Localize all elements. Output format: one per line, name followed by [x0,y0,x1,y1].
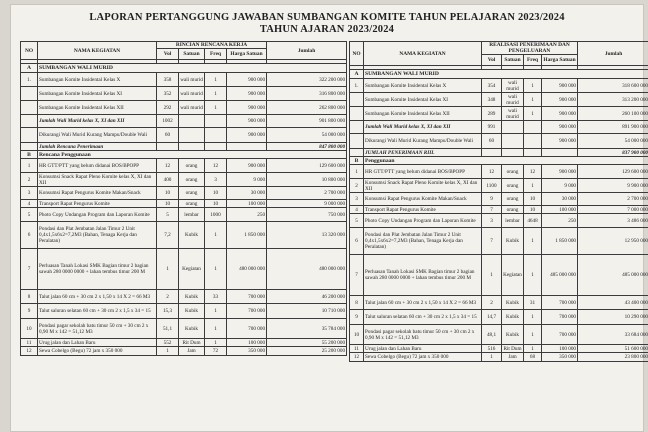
row-freq [205,128,227,143]
row-nama-kegiatan: Photo Copy Undangan Program dan Laporan Komite [364,214,482,228]
row-nama-kegiatan: Pondasi dan Plat Jembatan Jalan Timur 2 Unit 0,4x1,5x6x2=7,2M3 (Bahan, Tenaga Kerja dan Peralatan) [38,222,157,249]
row-harga-satuan [542,149,578,157]
section-b-label: Rencana Penggunaan [38,151,347,159]
row-satuan [502,134,524,149]
row-satuan [179,115,205,128]
row-nama-kegiatan: Sumbangan Komite Insidental Kelas XII [38,101,157,115]
row-harga-satuan: 100 000 [542,345,578,353]
row-no: 12 [350,353,364,362]
row-jumlah: 12 950 000 [578,228,648,255]
row-harga-satuan: 485 000 000 [542,255,578,296]
realization-table [349,41,648,362]
header-nama-kegiatan: NAMA KEGIATAN [38,42,157,60]
row-freq: 1 [524,107,542,121]
row-nama-kegiatan: Sumbangan Komite Insidental Kelas XI [364,93,482,107]
header-nama-kegiatan: NAMA KEGIATAN [364,42,482,66]
row-satuan: orang [502,165,524,179]
row-satuan: orang [179,159,205,173]
row-freq: 10 [524,193,542,206]
row-nama-kegiatan: Sumbangan Komite Insidental Kelas X [364,79,482,93]
row-freq: 1 [205,304,227,319]
row-no: 5 [350,214,364,228]
row-freq: 1 [524,325,542,345]
header-group: REALISASI PENERIMAAN DAN PENGELUARAN [482,42,578,55]
row-satuan: wali murid [179,73,205,87]
header-harga: Harga Satuan [227,49,267,60]
section-b-no: B [350,157,364,165]
header-vol: Vol [482,55,502,66]
row-jumlah: 13 320 000 [267,222,347,249]
row-freq: 1 [524,310,542,325]
row-nama-kegiatan: Pondasi pagar sekolah batu timur 50 cm + 30 cm 2 x 0,90 M x 142 = 51,12 M3 [364,325,482,345]
row-satuan: Rit Dum [179,339,205,347]
row-freq: 72 [205,347,227,356]
row-no: 10 [21,319,38,339]
row-freq: 1000 [205,208,227,222]
row-harga-satuan: 900 000 [542,93,578,107]
row-vol: 1 [482,353,502,362]
row-no: 1 [21,159,38,173]
row-vol: 48,1 [482,325,502,345]
row-jumlah: 322 200 000 [267,73,347,87]
row-satuan: Kubik [502,325,524,345]
row-jumlah: 35 784 000 [267,319,347,339]
row-freq: 1 [524,255,542,296]
row-jumlah: 847 800 000 [267,143,347,151]
report-subtitle: TAHUN AJARAN 2023/2024 [259,24,395,35]
row-no [21,101,38,115]
header-harga: Harga Satuan [542,55,578,66]
row-freq: 68 [524,353,542,362]
row-nama-kegiatan: Konsumsi Rapat Pengurus Komite Makan/Snack [364,193,482,206]
row-vol: 1 [482,255,502,296]
section-b-label: Penggunaan [364,157,648,165]
row-jumlah: 837 900 000 [578,149,648,157]
row-satuan: orang [179,173,205,187]
row-no: 4 [350,206,364,214]
row-satuan: lembar [179,208,205,222]
row-satuan: Kegiatan [502,255,524,296]
plan-table [20,41,347,356]
row-vol: 10 [157,187,179,200]
row-no: 7 [21,249,38,290]
row-vol: 60 [482,134,502,149]
row-harga-satuan: 900 000 [542,134,578,149]
header-jumlah: Jumlah [578,42,648,66]
report-sheet [10,4,648,432]
row-nama-kegiatan: Urug jalan dan Lahan Baru [364,345,482,353]
row-harga-satuan: 700 000 [227,319,267,339]
row-harga-satuan: 900 000 [227,101,267,115]
row-satuan: lembar [502,214,524,228]
row-nama-kegiatan: HR GTT/PTT yang belum didanai BOS/BPOPP [364,165,482,179]
section-b-no: B [21,151,38,159]
row-freq [524,121,542,134]
row-vol: 7 [482,206,502,214]
row-nama-kegiatan: Konsumsi Rapat Pengurus Komite Makan/Snack [38,187,157,200]
row-jumlah: 10 290 000 [578,310,648,325]
row-satuan: Rit Dum [503,345,522,352]
row-vol: 358 [157,73,179,87]
row-jumlah: 9 900 000 [578,179,648,193]
row-satuan: Kubik [502,296,524,310]
row-harga-satuan: 30 000 [542,193,578,206]
row-satuan: wali murid [502,107,524,121]
row-no [21,87,38,101]
row-jumlah: 313 200 000 [578,93,648,107]
row-vol: 51,1 [157,319,179,339]
row-freq: 10 [205,200,227,208]
row-jumlah: 260 100 000 [578,107,648,121]
row-jumlah: 33 684 000 [578,325,648,345]
row-freq [205,143,227,151]
row-no: 9 [21,304,38,319]
row-no: 8 [21,290,38,304]
row-nama-kegiatan: Sumbangan Komite Insidental Kelas X [38,73,157,87]
header-freq: Freq [524,55,542,66]
row-freq: 1 [205,101,227,115]
row-nama-kegiatan: Sumbangan Komite Insidental Kelas XI [38,87,157,101]
row-no: 8 [350,296,364,310]
row-harga-satuan: 900 000 [542,165,578,179]
row-jumlah: 485 000 000 [578,255,648,296]
row-jumlah: 480 000 000 [267,249,347,290]
row-nama-kegiatan: Konsumsi Snack Rapat Pleno Komite kelas X, XI dan XII [38,173,157,187]
row-jumlah: 51 600 000 [578,345,648,353]
row-freq: 1 [205,249,227,290]
row-satuan: orang [179,187,205,200]
row-nama-kegiatan: Perluasan Tanah Lokasi SMK Bagian timur 2 bagian sawah 280 0000 0000 + lahan tembus timur 200 M [38,249,157,290]
row-no: 6 [350,228,364,255]
row-vol: 289 [482,107,502,121]
row-nama-kegiatan: Urug jalan dan Lahan Baru [38,339,157,347]
row-nama-kegiatan: Dikurangi Wali Murid Kurang Mampu/Double Wali [38,128,157,143]
row-freq: 1 [205,319,227,339]
header-satuan: Satuan [502,55,524,66]
row-vol: 12 [482,165,502,179]
row-vol: 12 [157,159,179,173]
header-no: NO [21,42,38,60]
row-nama-kegiatan: JUMLAH PENERIMAAN RIIL [364,149,482,157]
row-freq: 3 [205,173,227,187]
row-jumlah: 3 486 000 [578,214,648,228]
row-satuan: Kubik [179,319,205,339]
row-vol: 14,7 [482,310,502,325]
row-vol: 9 [482,193,502,206]
row-freq: 12 [205,159,227,173]
row-nama-kegiatan: Perluasan Tanah Lokasi SMK Bagian timur 2 bagian sawah 280 0000 0000 + lahan tembus timur 200 M [364,255,482,296]
section-a-label: SUMBANGAN WALI MURID [364,70,648,79]
row-jumlah: 318 600 000 [578,79,648,93]
row-jumlah: 10 710 000 [267,304,347,319]
row-satuan: Kubik [179,290,205,304]
row-harga-satuan [227,143,267,151]
row-jumlah: 54 000 000 [578,134,648,149]
row-harga-satuan: 100 000 [542,206,578,214]
row-vol: 7 [482,228,502,255]
row-vol: 516 [482,345,502,353]
row-jumlah: 2 700 000 [267,187,347,200]
row-jumlah: 10 800 000 [267,173,347,187]
row-jumlah: 46 200 000 [267,290,347,304]
row-freq: 4648 [524,214,542,228]
row-nama-kegiatan: Dikurangi Wali Murid Kurang Mampu/Double Wali [364,134,482,149]
row-nama-kegiatan: Sewa Cobelgo (Begu) 72 jam x 350 000 [38,347,157,356]
row-no [21,128,38,143]
row-jumlah: 55 200 000 [267,339,347,347]
row-harga-satuan: 700 000 [542,310,578,325]
row-harga-satuan: 350 000 [542,353,578,362]
row-vol: 991 [482,121,502,134]
row-freq: 12 [524,165,542,179]
header-group: RINCIAN RENCANA KERJA [157,42,267,49]
row-nama-kegiatan: Sumbangan Komite Insidental Kelas XII [364,107,482,121]
row-no [350,93,364,107]
row-freq [524,134,542,149]
row-no: 12 [21,347,38,356]
row-vol: 552 [157,339,179,347]
row-satuan: wali murid [502,93,524,107]
row-vol: 1 [157,347,179,356]
row-freq: 1 [205,339,227,347]
row-vol: 348 [482,93,502,107]
section-a-no: A [21,64,38,73]
row-jumlah: 129 600 000 [267,159,347,173]
row-satuan: wali murid [179,87,205,101]
row-nama-kegiatan: Jumlah Wali Murid kelas X, XI dan XII [38,115,157,128]
row-harga-satuan: 700 000 [227,304,267,319]
row-jumlah: 316 800 000 [267,87,347,101]
row-satuan: Kubik [179,222,205,249]
row-freq: 1 [524,228,542,255]
row-no: 11 [350,345,364,353]
row-harga-satuan: 250 [227,208,267,222]
row-nama-kegiatan: Talut jalan 60 cm + 30 cm 2 x 1,50 x 14 X 2 = 66 M3 [38,290,157,304]
row-no [350,149,364,157]
row-jumlah: 129 600 000 [578,165,648,179]
row-harga-satuan: 700 000 [542,325,578,345]
row-harga-satuan: 900 000 [227,87,267,101]
row-no: 1 [350,165,364,179]
row-freq: 1 [524,179,542,193]
row-nama-kegiatan: Talut saluran selatan 60 cm + 30 cm 2 x 1,5 x 34 = 15 [38,304,157,319]
row-no: 5 [21,208,38,222]
row-no [21,143,38,151]
row-nama-kegiatan: HR GTT/PTT yang belum didanai BOS/BPOPP [38,159,157,173]
row-freq [524,149,542,157]
row-freq: 10 [205,187,227,200]
row-freq: 1 [524,93,542,107]
row-no: 9 [350,310,364,325]
row-no [350,121,364,134]
row-vol: 292 [157,101,179,115]
row-freq: 1 [205,87,227,101]
row-harga-satuan: 900 000 [227,115,267,128]
section-a-no: A [350,70,364,79]
row-nama-kegiatan: Transport Rapat Pengurus Komite [364,206,482,214]
row-harga-satuan: 700 000 [227,290,267,304]
row-nama-kegiatan: Sewa Cobelgo (Begu) 72 jam x 350 000 [364,353,482,362]
row-vol: 1002 [157,115,179,128]
row-jumlah: 54 000 000 [267,128,347,143]
row-satuan: Jam [502,353,524,362]
row-satuan: Kubik [502,228,524,255]
row-satuan: orang [502,193,524,206]
row-harga-satuan: 900 000 [542,121,578,134]
row-vol: 15,3 [157,304,179,319]
row-no: 2 [21,173,38,187]
row-satuan [179,143,205,151]
row-harga-satuan: 900 000 [227,128,267,143]
header-freq: Freq [205,49,227,60]
row-freq: 1 [205,73,227,87]
row-no [21,115,38,128]
row-jumlah: 262 800 000 [267,101,347,115]
row-nama-kegiatan: Jumlah Rencana Penerimaan [38,143,157,151]
row-satuan [502,149,524,157]
header-no: NO [350,42,364,66]
row-vol: 5 [157,208,179,222]
row-satuan: orang [502,206,524,214]
row-no [350,107,364,121]
row-vol [157,143,179,151]
section-a-label: SUMBANGAN WALI MURID [38,64,347,73]
row-nama-kegiatan: Konsumsi Snack Rapat Pleno Komite kelas X, XI dan XII [364,179,482,193]
row-vol: 1 [157,249,179,290]
row-harga-satuan: 9 000 [227,173,267,187]
row-harga-satuan: 100 000 [227,200,267,208]
row-jumlah: 2 700 000 [578,193,648,206]
row-harga-satuan: 900 000 [542,107,578,121]
row-no: 10 [350,325,364,345]
row-vol: 60 [157,128,179,143]
row-satuan: wali murid [502,79,524,93]
row-no: 7 [350,255,364,296]
row-freq: 1 [524,345,542,353]
header-jumlah: Jumlah [267,42,347,60]
row-no: 2 [350,179,364,193]
row-jumlah: 9 000 000 [267,200,347,208]
header-satuan: Satuan [179,49,205,60]
row-vol [482,149,502,157]
row-jumlah: 901 800 000 [267,115,347,128]
report-title: LAPORAN PERTANGGUNG JAWABAN SUMBANGAN KOMITE TAHUN PELAJARAN 2023/2024 [89,12,565,23]
row-vol: 354 [482,79,502,93]
row-nama-kegiatan: Talut saluran selatan 60 cm + 30 cm 2 x 1,5 x 34 = 15 [364,310,482,325]
row-nama-kegiatan: Jumlah Wali Murid kelas X, XI dan XII [364,121,482,134]
row-freq: 1 [205,222,227,249]
row-no: 6 [21,222,38,249]
row-vol: 3 [482,214,502,228]
row-vol: 352 [157,87,179,101]
row-jumlah: 25 200 000 [267,347,347,356]
row-harga-satuan: 1 850 000 [227,222,267,249]
row-harga-satuan: 9 000 [542,179,578,193]
row-satuan: orang [502,179,524,193]
row-harga-satuan: 900 000 [227,159,267,173]
row-harga-satuan: 480 000 000 [227,249,267,290]
row-no [350,134,364,149]
row-harga-satuan: 900 000 [227,73,267,87]
row-vol: 1100 [482,179,502,193]
row-nama-kegiatan: Talut jalan 60 cm + 30 cm 2 x 1,50 x 14 X 2 = 66 M3 [364,296,482,310]
row-vol: 2 [482,296,502,310]
row-satuan: Kubik [179,304,205,319]
header-vol: Vol [157,49,179,60]
row-no: 3 [350,193,364,206]
row-harga-satuan: 250 [542,214,578,228]
row-satuan: Jam [179,347,205,356]
row-satuan [179,128,205,143]
row-satuan: orang [179,200,205,208]
row-freq [205,115,227,128]
row-harga-satuan: 1 850 000 [542,228,578,255]
row-jumlah: 43 400 000 [578,296,648,310]
row-jumlah: 750 000 [267,208,347,222]
row-satuan [502,121,524,134]
row-no: 11 [21,339,38,347]
row-harga-satuan: 30 000 [227,187,267,200]
row-vol: 10 [157,200,179,208]
row-no: 1. [21,73,38,87]
row-no: 4 [21,200,38,208]
row-nama-kegiatan: Pondasi dan Plat Jembatan Jalan Timur 2 Unit 0,4x1,5x6x2=7,2M3 (Bahan, Tenaga Kerja dan Peralatan) [364,228,482,255]
row-harga-satuan: 350 000 [227,347,267,356]
row-freq: 31 [524,296,542,310]
row-harga-satuan: 700 000 [542,296,578,310]
row-harga-satuan: 100 000 [227,339,267,347]
row-nama-kegiatan: Pondasi pagar sekolah batu timur 50 cm + 30 cm 2 x 0,90 M x 142 = 51,12 M3 [38,319,157,339]
row-jumlah: 891 900 000 [578,121,648,134]
row-vol: 400 [157,173,179,187]
row-satuan: Kegiatan [179,249,205,290]
row-no: 3 [21,187,38,200]
row-satuan: wali murid [179,101,205,115]
row-harga-satuan: 900 000 [542,79,578,93]
row-freq: 10 [524,206,542,214]
row-jumlah: 23 800 000 [578,353,648,362]
row-nama-kegiatan: Photo Copy Undangan Program dan Laporan Komite [38,208,157,222]
row-freq: 33 [205,290,227,304]
row-no: 1. [350,79,364,93]
row-jumlah: 7 000 000 [578,206,648,214]
row-vol: 2 [157,290,179,304]
row-freq: 1 [524,79,542,93]
row-nama-kegiatan: Transport Rapat Pengurus Komite [38,200,157,208]
row-vol: 7,2 [157,222,179,249]
row-satuan: Kubik [502,310,524,325]
